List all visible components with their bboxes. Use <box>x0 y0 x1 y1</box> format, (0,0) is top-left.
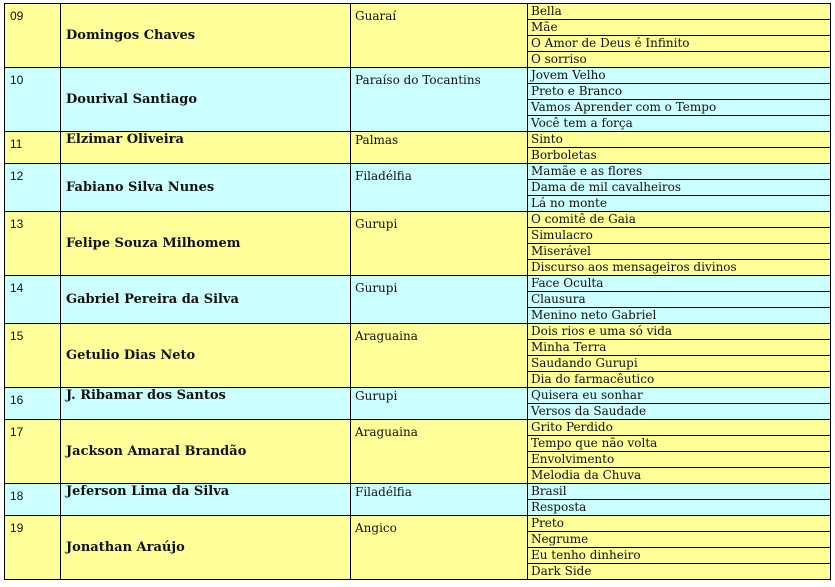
table-row <box>5 324 831 340</box>
song-title: Vamos Aprender com o Tempo <box>528 100 831 116</box>
song-title: Mãe <box>528 20 831 36</box>
artist-city: Gurupi <box>351 276 528 324</box>
artist-name: J. Ribamar dos Santos <box>61 388 351 420</box>
song-title: O Amor de Deus é Infinito <box>528 36 831 52</box>
table-row <box>5 164 831 180</box>
table-row <box>5 516 831 532</box>
artist-city: Palmas <box>351 132 528 164</box>
song-title: Sinto <box>528 132 831 148</box>
song-title: Borboletas <box>528 148 831 164</box>
song-title: Preto <box>528 516 831 532</box>
entry-number: 18 <box>5 484 61 516</box>
entry-number: 09 <box>5 4 61 68</box>
entry-number: 16 <box>5 388 61 420</box>
artist-name: Gabriel Pereira da Silva <box>61 276 351 324</box>
artist-city: Filadélfia <box>351 164 528 212</box>
song-title: Jovem Velho <box>528 68 831 84</box>
entry-number: 15 <box>5 324 61 388</box>
song-title: Dark Side <box>528 564 831 580</box>
song-title: Discurso aos mensageiros divinos <box>528 260 831 276</box>
artist-city: Araguaina <box>351 420 528 484</box>
artist-name: Jeferson Lima da Silva <box>61 484 351 516</box>
entry-number: 13 <box>5 212 61 276</box>
table-row <box>5 68 831 84</box>
song-title: Miserável <box>528 244 831 260</box>
song-title: Preto e Branco <box>528 84 831 100</box>
song-title: O sorriso <box>528 52 831 68</box>
song-title: Minha Terra <box>528 340 831 356</box>
song-title: Você tem a força <box>528 116 831 132</box>
artist-city: Gurupi <box>351 212 528 276</box>
table-row <box>5 212 831 228</box>
song-title: Bella <box>528 4 831 20</box>
table-row <box>5 4 831 20</box>
song-title: Eu tenho dinheiro <box>528 548 831 564</box>
song-title: Resposta <box>528 500 831 516</box>
artist-name: Jackson Amaral Brandão <box>61 420 351 484</box>
song-title: Grito Perdido <box>528 420 831 436</box>
song-title: O comitê de Gaia <box>528 212 831 228</box>
song-title: Envolvimento <box>528 452 831 468</box>
song-title: Menino neto Gabriel <box>528 308 831 324</box>
artist-name: Fabiano Silva Nunes <box>61 164 351 212</box>
table-row <box>5 420 831 436</box>
artist-city: Araguaina <box>351 324 528 388</box>
entry-number: 14 <box>5 276 61 324</box>
artist-name: Elzimar Oliveira <box>61 132 351 164</box>
song-title: Dia do farmacêutico <box>528 372 831 388</box>
artist-name: Felipe Souza Milhomem <box>61 212 351 276</box>
table-row <box>5 276 831 292</box>
artist-city: Paraíso do Tocantins <box>351 68 528 132</box>
entry-number: 19 <box>5 516 61 580</box>
artist-name: Dourival Santiago <box>61 68 351 132</box>
table-row <box>5 132 831 148</box>
song-title: Mamãe e as flores <box>528 164 831 180</box>
song-title: Versos da Saudade <box>528 404 831 420</box>
artist-city: Filadélfia <box>351 484 528 516</box>
entry-number: 11 <box>5 132 61 164</box>
artist-city: Gurupi <box>351 388 528 420</box>
artist-name: Getulio Dias Neto <box>61 324 351 388</box>
artist-name: Jonathan Araújo <box>61 516 351 580</box>
song-title: Quisera eu sonhar <box>528 388 831 404</box>
entry-number: 10 <box>5 68 61 132</box>
song-title: Brasil <box>528 484 831 500</box>
entry-number: 17 <box>5 420 61 484</box>
table-row <box>5 484 831 500</box>
participants-table <box>4 3 831 580</box>
table-row <box>5 388 831 404</box>
song-title: Simulacro <box>528 228 831 244</box>
song-title: Dois rios e uma só vida <box>528 324 831 340</box>
song-title: Melodia da Chuva <box>528 468 831 484</box>
song-title: Saudando Gurupi <box>528 356 831 372</box>
song-title: Clausura <box>528 292 831 308</box>
song-title: Negrume <box>528 532 831 548</box>
artist-city: Guaraí <box>351 4 528 68</box>
song-title: Dama de mil cavalheiros <box>528 180 831 196</box>
song-title: Tempo que não volta <box>528 436 831 452</box>
song-title: Face Oculta <box>528 276 831 292</box>
artist-name: Domingos Chaves <box>61 4 351 68</box>
entry-number: 12 <box>5 164 61 212</box>
song-title: Lá no monte <box>528 196 831 212</box>
artist-city: Angico <box>351 516 528 580</box>
